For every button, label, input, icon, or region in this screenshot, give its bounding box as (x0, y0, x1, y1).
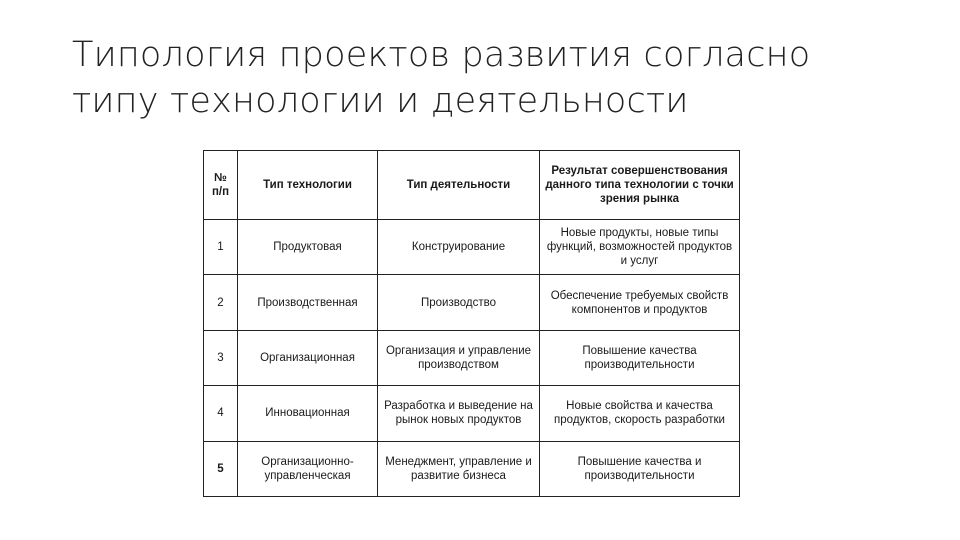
header-tech-type: Тип технологии (238, 151, 378, 220)
table-row (204, 275, 740, 330)
cell-activity: Производство (378, 275, 540, 330)
cell-activity: Конструирование (378, 220, 540, 275)
cell-num: 5 (204, 441, 238, 496)
title-line-1: Типология проектов развития согласно (72, 35, 811, 75)
cell-tech: Производственная (238, 275, 378, 330)
cell-result: Новые продукты, новые типы функций, возможностей продуктов и услуг (540, 220, 740, 275)
cell-num: 1 (204, 220, 238, 275)
header-num: № п/п (204, 151, 238, 220)
cell-num: 3 (204, 330, 238, 385)
table-row (204, 386, 740, 441)
cell-num: 4 (204, 386, 238, 441)
cell-activity: Разработка и выведение на рынок новых продуктов (378, 386, 540, 441)
cell-result: Обеспечение требуемых свойств компонентов и продуктов (540, 275, 740, 330)
slide-title (72, 32, 892, 124)
cell-num: 2 (204, 275, 238, 330)
cell-result: Повышение качества производительности (540, 330, 740, 385)
table-row (204, 330, 740, 385)
header-activity-type: Тип деятельности (378, 151, 540, 220)
typology-table-container (203, 150, 740, 497)
cell-result: Новые свойства и качества продуктов, скорость разработки (540, 386, 740, 441)
cell-tech: Инновационная (238, 386, 378, 441)
cell-activity: Организация и управление производством (378, 330, 540, 385)
cell-tech: Организационная (238, 330, 378, 385)
title-line-2: типу технологии и деятельности (72, 81, 689, 121)
header-result: Результат совершенствования данного типа технологии с точки зрения рынка (540, 151, 740, 220)
cell-activity: Менеджмент, управление и развитие бизнеса (378, 441, 540, 496)
table-row (204, 441, 740, 496)
table-header-row (204, 151, 740, 220)
cell-tech: Организационно-управленческая (238, 441, 378, 496)
typology-table (203, 150, 740, 497)
cell-tech: Продуктовая (238, 220, 378, 275)
table-row (204, 220, 740, 275)
cell-result: Повышение качества и производительности (540, 441, 740, 496)
